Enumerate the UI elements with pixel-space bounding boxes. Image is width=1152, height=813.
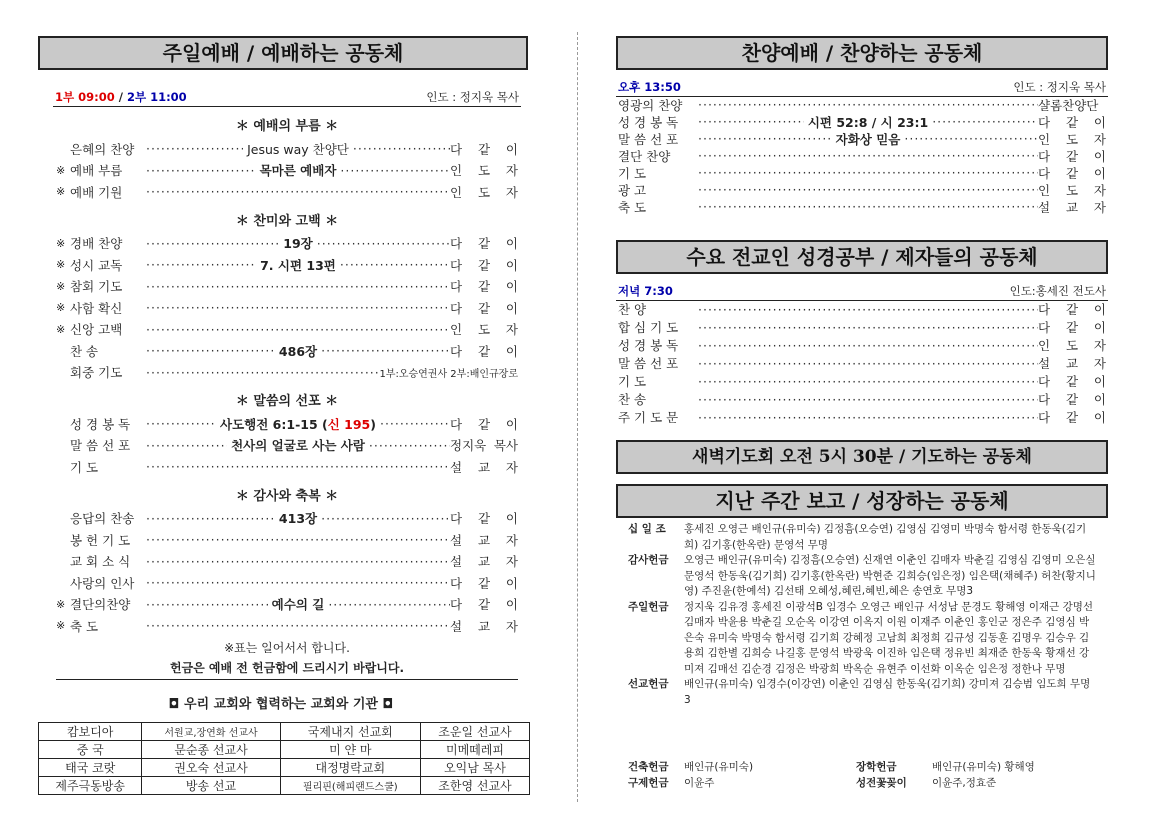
wednesday-order: [618, 300, 1106, 426]
item-label: 기 도: [618, 374, 647, 389]
leader-dots: [146, 416, 216, 431]
partners-block: [38, 693, 524, 795]
item-responsible: 다 같 이: [1038, 410, 1106, 425]
item-label: 결단의찬양: [70, 597, 131, 613]
service-time-1: 1부 09:00: [55, 90, 115, 104]
flower-label: 성전꽃꽂이: [856, 776, 907, 789]
leader-dots: [904, 131, 1038, 146]
report-entry: [616, 553, 1096, 600]
partner-cell: 서원교,장연화 선교사: [142, 723, 280, 741]
leader-dots: [698, 356, 1038, 371]
worship-row: [56, 254, 518, 276]
item-content: [279, 234, 316, 252]
item-responsible: 인 도 자: [450, 322, 518, 338]
partner-cell: 태국 코랏: [39, 759, 142, 777]
flower-value: 이윤주,정효준: [932, 776, 997, 789]
worship-row: [56, 529, 518, 551]
item-label: 축 도: [618, 199, 647, 215]
item-label: 결단 찬양: [618, 148, 671, 164]
leader-dots: [146, 163, 256, 178]
item-responsible: 설 교 자: [450, 459, 518, 475]
leader-dots: [698, 97, 1038, 112]
worship-row: [56, 572, 518, 594]
report-category: 주일헌금: [628, 600, 669, 613]
standing-note: ※표는 일어서서 합니다.: [224, 640, 350, 655]
item-label: 성 경 봉 독: [70, 416, 131, 432]
partner-cell: 권오숙 선교사: [142, 759, 280, 777]
item-content-text: 시편 52:8 / 시 23:1: [807, 114, 929, 130]
section-heading: ＊ 예배의 부름 ＊: [235, 119, 339, 134]
item-content: [804, 113, 932, 131]
worship-row: [56, 594, 518, 616]
report-names: 배인규(유미숙) 임경수(이강연) 이춘인 김영심 한동욱(김기희) 강미져 김승범 임도희 무명3: [684, 678, 1091, 706]
item-label: 교 회 소 식: [70, 554, 131, 570]
leader-dots: [146, 532, 450, 547]
report-footer: [616, 760, 1096, 791]
item-responsible: 설 교 자: [450, 618, 518, 634]
leader-dots: [146, 459, 450, 474]
wednesday-time: 저녁 7:30: [618, 284, 673, 298]
partner-cell: 미 얀 마: [280, 741, 420, 759]
leader-dots: [698, 410, 1038, 425]
item-responsible: 1부:오승연권사 2부:배인규장로: [379, 368, 518, 380]
required-mark: ※: [56, 236, 66, 250]
column-divider: [577, 32, 578, 802]
leader-dots: [146, 554, 450, 569]
item-responsible: 다 같 이: [450, 416, 519, 432]
worship-row: [56, 435, 518, 457]
item-responsible: 인 도 자: [450, 184, 518, 200]
item-label: 참회 기도: [70, 279, 123, 295]
item-responsible: 다 같 이: [1038, 165, 1106, 181]
worship-row: [56, 413, 518, 435]
item-responsible: 설 교 자: [450, 554, 518, 570]
leader-dots: [698, 165, 1038, 180]
item-label: 사함 확신: [70, 300, 123, 316]
weekly-report: [616, 522, 1096, 708]
praise-row: [618, 181, 1106, 198]
praise-row: [618, 96, 1106, 113]
hymn-ref: 신 195: [327, 416, 371, 432]
partner-cell: 국제내지 선교회: [280, 723, 420, 741]
worship-row: [56, 551, 518, 573]
leader-dots: [698, 338, 1038, 353]
item-label: 합 심 기 도: [618, 320, 679, 335]
weekly-report-title: 지난 주간 보고 / 성장하는 공동체: [616, 484, 1108, 518]
leader-dots: [932, 114, 1038, 129]
partner-cell: 필리핀(해피랜드스쿨): [280, 777, 420, 795]
item-label: 말 씀 선 포: [70, 438, 131, 454]
partner-row: [39, 723, 530, 741]
wednesday-row: [618, 336, 1106, 354]
offering-note: 헌금은 예배 전 헌금함에 드리시기 바랍니다.: [56, 659, 518, 680]
leader-dots: [146, 322, 450, 337]
item-responsible: 인 도 자: [1038, 182, 1106, 198]
leader-dots: [698, 302, 1038, 317]
praise-order: [618, 96, 1106, 215]
item-label: 응답의 찬송: [70, 511, 135, 527]
item-responsible: 다 같 이: [1038, 114, 1107, 130]
required-mark: ※: [56, 301, 66, 315]
item-content: [256, 256, 340, 274]
worship-row: [56, 508, 518, 530]
worship-row: [56, 319, 518, 341]
section-heading: ＊ 말씀의 선포 ＊: [235, 394, 339, 409]
item-label: 광 고: [618, 182, 647, 198]
report-entry: [616, 600, 1096, 678]
item-responsible: 다 같 이: [1038, 302, 1106, 317]
required-mark: ※: [56, 258, 66, 272]
item-label: 회중 기도: [70, 365, 123, 381]
item-responsible: 인 도 자: [450, 163, 518, 179]
relief-offering-label: 구제헌금: [628, 776, 669, 789]
wednesday-row: [618, 354, 1106, 372]
partner-cell: 제주극동방송: [39, 777, 142, 795]
section-heading: ＊ 찬미와 고백 ＊: [235, 213, 339, 229]
partner-cell: 문순종 선교사: [142, 741, 280, 759]
partner-cell: 방송 선교: [142, 777, 280, 795]
item-label: 찬 송: [618, 392, 647, 407]
wednesday-title: 수요 전교인 성경공부 / 제자들의 공동체: [616, 240, 1108, 274]
building-offering-value: 배인규(유미숙): [684, 761, 754, 773]
required-mark: ※: [56, 619, 66, 633]
partner-cell: 캄보디아: [39, 723, 142, 741]
item-responsible: 다 같 이: [450, 575, 518, 591]
item-responsible: 다 같 이: [450, 279, 518, 295]
item-label: 기 도: [618, 165, 647, 181]
item-responsible: 다 같 이: [1038, 374, 1106, 389]
partner-cell: 대정명락교회: [280, 759, 420, 777]
wednesday-row: [618, 372, 1106, 390]
leader-text: 인도 : 정지욱 목사: [426, 90, 519, 104]
partner-cell: 조한영 선교사: [420, 777, 529, 795]
sunday-order: [56, 116, 518, 680]
item-responsible: 다 같 이: [1038, 392, 1106, 407]
item-content: [275, 342, 321, 360]
item-content-text: 7. 시편 13편: [260, 257, 336, 273]
item-responsible: 정지욱 목사: [450, 438, 518, 454]
item-content-text: 486장: [278, 343, 318, 359]
scholarship-label: 장학헌금: [856, 761, 897, 773]
item-label: 예배 부름: [70, 163, 123, 179]
item-responsible: 다 같 이: [1038, 148, 1106, 164]
leader-dots: [146, 279, 450, 294]
leader-dots: [146, 438, 227, 453]
item-content-text: 천사의 얼굴로 사는 사람: [231, 438, 365, 454]
building-offering-label: 건축헌금: [628, 761, 669, 773]
leader-dots: [698, 182, 1038, 197]
leader-dots: [328, 597, 450, 612]
leader-dots: [698, 392, 1038, 407]
item-responsible: 인 도 자: [1038, 338, 1106, 353]
report-category: 감사헌금: [628, 554, 669, 566]
item-content-text: 목마른 예배자: [259, 163, 337, 179]
item-label: 기 도: [70, 459, 99, 475]
required-mark: ※: [56, 322, 66, 336]
praise-row: [618, 130, 1106, 147]
praise-leader: 인도 : 정지욱 목사: [1013, 80, 1106, 94]
partner-row: [39, 759, 530, 777]
leader-dots: [321, 511, 450, 526]
item-label: 사랑의 인사: [70, 575, 135, 591]
item-responsible: 다 같 이: [450, 343, 519, 359]
leader-dots: [698, 114, 804, 129]
report-entry: [616, 677, 1096, 708]
item-label: 성시 교독: [70, 257, 123, 273]
wednesday-row: [618, 300, 1106, 318]
item-responsible: 다 같 이: [450, 236, 519, 252]
item-content-text: 자화상 믿음: [835, 131, 901, 147]
required-mark: ※: [56, 163, 66, 177]
leader-dots: [146, 300, 450, 315]
sunday-time-row: [53, 89, 521, 107]
item-label: 성 경 봉 독: [618, 114, 679, 130]
worship-row: [56, 160, 518, 182]
required-mark: ※: [56, 597, 66, 611]
leader-dots: [146, 597, 268, 612]
partner-row: [39, 741, 530, 759]
item-responsible: 다 같 이: [450, 141, 518, 157]
partner-cell: 조운일 선교사: [420, 723, 529, 741]
item-responsible: 설 교 자: [1038, 199, 1106, 215]
required-mark: ※: [56, 185, 66, 199]
praise-time: 오후 13:50: [618, 80, 681, 94]
report-names: 정지욱 김유경 홍세진 이광석B 임경수 오영근 배인규 서성남 문경도 황해영 이재근 강명선 김매자 박윤용 박춘길 오순옥 이강연 이옥지 이원 이재주 이춘인 홍인군 정은주 김영심 박은숙 유미숙 박명숙 함서령 김기희 강혜정 고남희 최정희 김규성 김동훈 김명우 김승우 김용희 김한별 김희승 나길홍 문영석 박광욱 이진하 임은택 정유빈 최재준 한동욱 황재선 강미져 김매선 김순경 김정은 박광희 박옥순 유현주 이선화 이옥순 임은정 정한나 무명: [684, 600, 1094, 675]
item-label: 말 씀 선 포: [618, 131, 679, 147]
report-names: 홍세진 오영근 배인규(유미숙) 김정흠(오승연) 김영심 김영미 박명숙 함서령 한동욱(김기희) 김기홍(한옥란) 문영석 무명: [684, 523, 1087, 551]
worship-row: [56, 297, 518, 319]
leader-dots: [340, 257, 450, 272]
wednesday-time-row: [616, 283, 1108, 301]
item-label: 신앙 고백: [70, 322, 123, 338]
praise-row: [618, 113, 1106, 130]
report-category: 십 일 조: [628, 523, 666, 535]
item-content-text: Jesus way 찬양단: [247, 141, 349, 157]
leader-dots: [317, 236, 450, 251]
partners-table: [38, 722, 530, 795]
item-label: 축 도: [70, 618, 99, 634]
praise-worship-title: 찬양예배 / 찬양하는 공동체: [616, 36, 1108, 70]
wednesday-row: [618, 408, 1106, 426]
item-content: [227, 436, 369, 454]
item-responsible: 인 도 자: [1038, 131, 1107, 147]
item-responsible: 다 같 이: [450, 511, 519, 527]
leader-dots: [146, 257, 256, 272]
leader-dots: [146, 343, 275, 358]
item-content-text: 예수의 길: [271, 597, 325, 613]
item-label: 봉 헌 기 도: [70, 532, 131, 548]
leader-dots: [321, 343, 450, 358]
leader-dots: [698, 374, 1038, 389]
item-label: 성 경 봉 독: [618, 338, 679, 353]
item-content: [268, 595, 329, 613]
worship-row: [56, 276, 518, 298]
leader-dots: [146, 618, 450, 633]
scholarship-value: 배인규(유미숙) 황해영: [932, 761, 1035, 773]
sunday-worship-title: 주일예배 / 예배하는 공동체: [38, 36, 528, 70]
wednesday-row: [618, 318, 1106, 336]
leader-dots: [146, 575, 450, 590]
partner-row: [39, 777, 530, 795]
leader-dots: [146, 184, 450, 199]
item-content: [256, 161, 341, 179]
item-responsible: 샬롬찬양단: [1038, 97, 1099, 113]
item-content-text: 사도행전 6:1-15 (: [220, 416, 328, 432]
relief-offering-value: 이윤주: [684, 776, 715, 789]
leader-dots: [146, 511, 275, 526]
item-label: 예배 기원: [70, 184, 123, 200]
service-time-2: 2부 11:00: [126, 90, 187, 104]
item-label: 말 씀 선 포: [618, 356, 679, 371]
required-mark: ※: [56, 279, 66, 293]
item-responsible: 다 같 이: [450, 300, 518, 316]
item-content: [275, 509, 321, 527]
worship-row: [56, 362, 518, 384]
leader-dots: [146, 141, 243, 156]
worship-row: [56, 181, 518, 203]
leader-dots: [369, 438, 450, 453]
item-label: 찬 양: [618, 302, 647, 317]
section-heading: ＊ 감사와 축복 ＊: [235, 488, 339, 504]
partner-cell: 중 국: [39, 741, 142, 759]
worship-row: [56, 138, 518, 160]
item-content: [832, 130, 905, 148]
leader-dots: [340, 163, 450, 178]
item-content-text: 413장: [278, 511, 318, 527]
praise-time-row: [616, 79, 1108, 97]
praise-row: [618, 198, 1106, 215]
report-entry: [616, 522, 1096, 553]
praise-row: [618, 164, 1106, 181]
partners-title: ◘ 우리 교회와 협력하는 교회와 기관 ◘: [168, 697, 394, 712]
leader-dots: [146, 365, 379, 380]
item-responsible: 다 같 이: [450, 597, 518, 613]
item-content-tail: ): [370, 416, 376, 432]
worship-row: [56, 233, 518, 255]
item-label: 찬 송: [70, 343, 99, 359]
partner-cell: 미메떼레피: [420, 741, 529, 759]
item-label: 주 기 도 문: [618, 410, 679, 425]
worship-row: [56, 340, 518, 362]
item-responsible: 다 같 이: [1038, 320, 1106, 335]
worship-row: [56, 456, 518, 478]
item-content-text: 19장: [283, 236, 313, 252]
item-content: [243, 140, 353, 158]
dawn-prayer-title: 새벽기도회 오전 5시 30분 / 기도하는 공동체: [616, 440, 1108, 474]
worship-row: [56, 615, 518, 637]
partner-cell: 오익남 목사: [420, 759, 529, 777]
report-category: 선교헌금: [628, 678, 669, 690]
wednesday-row: [618, 390, 1106, 408]
item-label: 경배 찬양: [70, 236, 123, 252]
item-responsible: 설 교 자: [450, 532, 518, 548]
praise-row: [618, 147, 1106, 164]
item-responsible: 설 교 자: [1038, 356, 1106, 371]
leader-dots: [380, 416, 450, 431]
time-separator: /: [114, 90, 127, 104]
leader-dots: [698, 199, 1038, 214]
item-content: [216, 415, 380, 433]
leader-dots: [353, 141, 450, 156]
item-responsible: 다 같 이: [450, 257, 518, 273]
item-label: 영광의 찬양: [618, 97, 683, 113]
wednesday-leader: 인도:홍세진 전도사: [1009, 284, 1106, 298]
leader-dots: [698, 131, 832, 146]
item-label: 은혜의 찬양: [70, 141, 135, 157]
leader-dots: [698, 148, 1038, 163]
report-names: 오영근 배인규(유미숙) 김정흠(오승연) 신재연 이춘인 김매자 박춘길 김영심 김영미 오은실 문영석 한동욱(김기희) 김기홍(한옥란) 박현준 김희승(임은정) 임은택(채혜주) 허찬(황지니영) 주진윤(한예석) 김선태 오혜성,혜린,혜빈,혜은 송연호 무명3: [684, 554, 1096, 597]
leader-dots: [698, 320, 1038, 335]
leader-dots: [146, 236, 279, 251]
